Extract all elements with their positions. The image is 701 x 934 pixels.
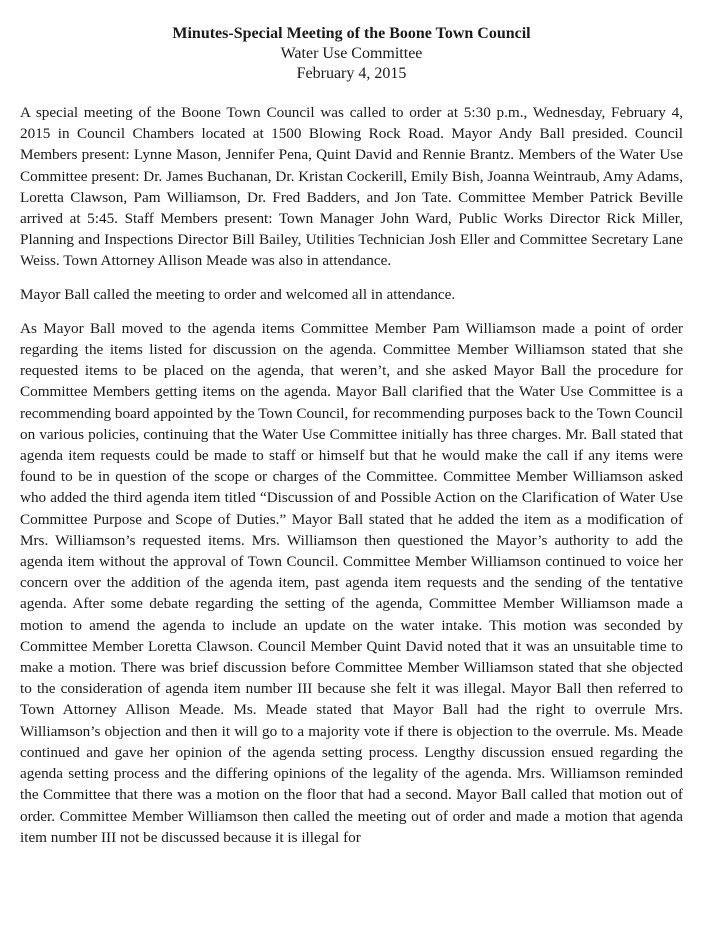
committee-name: Water Use Committee xyxy=(280,45,423,62)
paragraph-attendance: A special meeting of the Boone Town Council was called to order at 5:30 p.m., Wednesday, February 4, 2015 in Council Chambers located at 1500 Blowing Rock Road. Mayor Andy Ball presided. Council Members present: Lynne Mason, Jennifer Pena, Quint David and Rennie Brantz. Members of the Water Use Committee present: Dr. James Buchanan, Dr. Kristan Cockerill, Emily Bish, Joanna Weintraub, Amy Adams, Loretta Clawson, Pam Williamson, Dr. Fred Badders, and Jon Tate. Committee Member Patrick Beville arrived at 5:45. Staff Members present: Town Manager John Ward, Public Works Director Rick Miller, Planning and Inspections Director Bill Bailey, Utilities Technician Josh Eller and Committee Secretary Lane Weiss. Town Attorney Allison Meade was also in attendance. xyxy=(20,104,683,270)
document-title: Minutes-Special Meeting of the Boone Town Council xyxy=(172,25,531,42)
paragraph-agenda-discussion: As Mayor Ball moved to the agenda items Committee Member Pam Williamson made a point of order regarding the items listed for discussion on the agenda. Committee Member Williamson stated that she requested items to be placed on the agenda, that weren’t, and she asked Mayor Ball the procedure for Committee Members getting items on the agenda. Mayor Ball clarified that the Water Use Committee is a recommending board appointed by the Town Council, for recommending purposes back to the Town Council on various policies, continuing that the Water Use Committee initially has three charges. Mr. Ball stated that agenda item requests could be made to staff or himself but that he would make the call if any items were found to be in question of the scope or charges of the Committee. Committee Member Williamson asked who added the third agenda item titled “Discussion of and Possible Action on the Clarification of Water Use Committee Purpose and Scope of Duties.” Mayor Ball stated that he added the item as a modification of Mrs. Williamson’s requested items. Mrs. Williamson then questioned the Mayor’s authority to add the agenda item without the approval of Town Council. Committee Member Williamson continued to voice her concern over the addition of the agenda item, past agenda item requests and the sending of the tentative agenda. After some debate regarding the setting of the agenda, Committee Member Williamson made a motion to amend the agenda to include an update on the water intake. This motion was seconded by Committee Member Loretta Clawson. Council Member Quint David noted that it was an unsuitable time to make a motion. There was brief discussion before Committee Member Williamson stated that she objected to the consideration of agenda item number III because she felt it was illegal. Mayor Ball then referred to Town Attorney Allison Meade. Ms. Meade stated that Mayor Ball had the right to overrule Mrs. Williamson’s objection and then it will go to a majority vote if there is objection to the overrule. Ms. Meade continued and gave her opinion of the agenda setting process. Lengthy discussion ensued regarding the agenda setting process and the differing opinions of the legality of the agenda. Mrs. Williamson reminded the Committee that there was a motion on the floor that had a second. Mayor Ball called that motion out of order. Committee Member Williamson then called the meeting out of order and made a motion that agenda item number III not be discussed because it is illegal for xyxy=(20,319,683,846)
document-header xyxy=(20,24,683,84)
meeting-date: February 4, 2015 xyxy=(296,65,407,82)
paragraph-call-to-order: Mayor Ball called the meeting to order and welcomed all in attendance. xyxy=(20,285,456,303)
